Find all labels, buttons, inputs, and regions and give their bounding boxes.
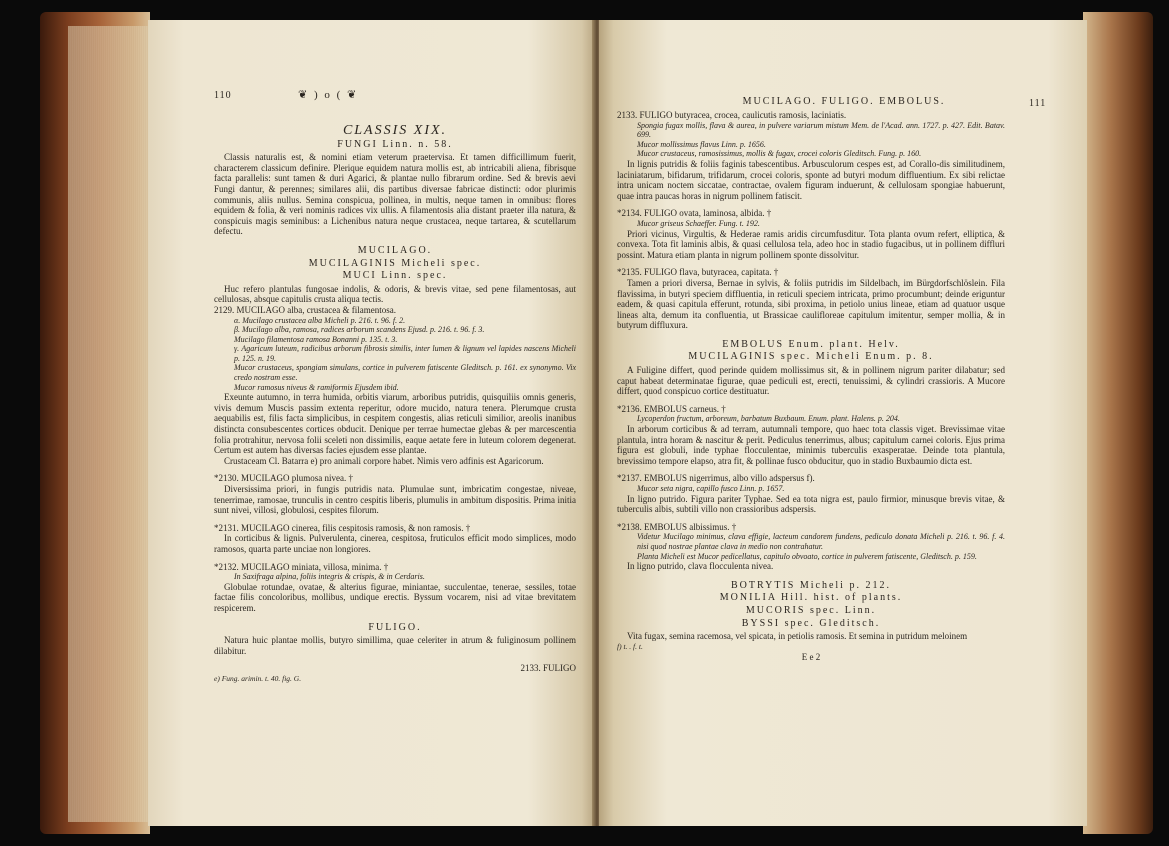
genus-title: FULIGO. (368, 621, 422, 633)
signature-mark: E e 2 (801, 652, 821, 663)
page-edges-left (68, 26, 150, 822)
synonym: Mucor crustaceus, ramosissimus, mollis & fugax, crocei coloris Gleditsch. Fung. p. 160. (637, 149, 922, 159)
footnote: f) t. . f. t. (617, 641, 643, 651)
left-page-text (214, 92, 576, 685)
catchword: 2133. FULIGO (520, 663, 576, 674)
synonym: Mucor griseus Schaeffer. Fung. t. 192. (637, 218, 760, 228)
synonym: In Saxifraga alpina, foliis integris & crispis, & in Cerdaris. (234, 572, 425, 582)
class-intro: Classis naturalis est, & nomini etiam veterum praetervisa. Et tamen difficillimum fuerit, characterem classicum definire. Plerique equidem natura mollis est, ab intricabili aliena, fibrisque facta parallelis: sunt tamen & duri Agarici, & plantae nullo fibrarum ordine. Sed & brevis aevi Fungi dantur, & perennes; similares alii, dis partibus diversae fabricae distincti: odor plurimis communis, aliis nullus. Semina conspicua, pollinea, in multis, neque tamen in omnibus: flores equidem & folia, & veri nominis radices vix ullis. A filamentosis alia distant praeter illa natura, & conspicuis magis seminibus: a Lichenibus natura neque crustacea, neque tartarea, & scutellarum defectu. (214, 152, 576, 237)
entry-text: In arborum corticibus & ad terram, autumnali tempore, quo haec tota classis viget. Brevissimae vitae plantula, intra horam & nascitur & perit. Pediculus tenerrimus, albus; capitulum carnei coloris. Ejus prima figura est globuli, inde typhae flocculentae, minimis tuberculis exasperatae. Deinde tota plantula, brevissimo tempore elapso, atra fit, & pollinae fusco obducitur, quo in stadio Buxbaumio dicta est. (617, 424, 1005, 466)
genus-line: MUCILAGINIS spec. Micheli Enum. p. 8. (688, 351, 934, 363)
synonym: Videtur Mucilago minimus, clava effigie, lacteum candorem fundens, pediculo donata Micheli p. 216. t. 96. f. 4. nisi quod nostrae plantae clava in medio non contrahatur. (637, 532, 1005, 551)
entry-heading: *2136. EMBOLUS carneus. † (617, 403, 726, 414)
synonym: Mucor mollissimus flavus Linn. p. 1656. (637, 139, 766, 149)
genus-title: MUCILAGO. (357, 244, 433, 256)
entry-heading: *2137. EMBOLUS nigerrimus, albo villo adspersus f). (617, 473, 815, 484)
footnote: e) Fung. arimin. t. 40. fig. G. (214, 673, 302, 683)
entry-text: Diversissima priori, in fungis putridis nata. Plumulae sunt, imbricatim congestae, niveae, tenerrimae, ramosae, trunculis in centro cespitis liberis, plumulis in ambitum dispositis. Prima initia sunt nivei, villosi, globulosi, cespites filorum. (214, 484, 576, 516)
left-ornament: ❦ ) o ( ❦ (298, 89, 359, 101)
synonym: Spongia fugax mollis, flava & aurea, in pulvere variarum mistum Mem. de l'Acad. ann. 1727. p. 427. Edit. Batav. 699. (637, 120, 1005, 140)
genus-line: MONILIA Hill. hist. of plants. (719, 592, 903, 604)
genus-line: MUCILAGINIS Micheli spec. (308, 257, 482, 269)
synonym: Mucor crustaceus, spongiam simulans, cortice in pulverem fatiscente Gleditsch. p. 161. ex synonymo. Vix credo nostram esse. (234, 363, 576, 383)
entry-text: In lignis putridis & foliis faginis tabescentibus. Arbusculorum cespes est, ad Corallo-dis similitudinem, laciniatarum, bifidarum, trifidarum, crocei coloris, sponte ad butyri modum diffluentium. Ex sibi relictae intra unicam noctem siccatae, contractae, ovalem figuram induerunt, & cellulosam spongiae habuerunt, quae intra paucas horas in nigrum pollinem fatiscit. (617, 158, 1005, 201)
genus-title: EMBOLUS Enum. plant. Helv. (722, 338, 900, 350)
entry-heading: *2130. MUCILAGO plumosa nivea. † (214, 473, 353, 484)
genus-description: Huc refero plantulas fungosae indolis, & odoris, & brevis vitae, sed pene filamentosas, aut cellulosas, absque capitulis crusta aliqua tectis. (214, 283, 576, 305)
entry-heading: *2135. FULIGO flava, butyracea, capitata. † (617, 267, 779, 278)
genus-description: Natura huic plantae mollis, butyro simillima, quae celeriter in atrum & fuliginosum pollinem dilabitur. (214, 635, 576, 656)
genus-line: BYSSI spec. Gleditsch. (741, 617, 881, 629)
entry-text: Globulae rotundae, ovatae, & alterius figurae, miniantae, succulentae, tenerae, sessiles, totae factae filis concoloribus, mollibus, undique erectis. Byssum vocarem, nisi ad vitae brevitatem respicerem. (214, 581, 576, 613)
right-page-number: 111 (1029, 98, 1047, 109)
entry-text: In corticibus & lignis. Pulverulenta, cinerea, cespitosa, fruticulos efficit modo simplices, modo ramosos, quarta parte unciae non longiores. (214, 533, 576, 554)
class-subheading: FUNGI Linn. n. 58. (337, 138, 453, 150)
entry-note: Crustaceam Cl. Batarra e) pro animali corpore habet. Nimis vero adfinis est Agaricorum. (224, 455, 544, 466)
entry-heading: *2134. FULIGO ovata, laminosa, albida. † (617, 208, 772, 219)
entry-text: In ligno putrido. Figura pariter Typhae. Sed ea tota nigra est, paulo firmior, minusque brevis vitae, & tuberculis albis, subtili villo non crassioribus adspersis. (617, 493, 1005, 515)
synonym: Mucor seta nigra, capillo fusco Linn. p. 1657. (637, 484, 785, 493)
entry-text: Exeunte autumno, in terra humida, orbitis viarum, arboribus putridis, quisquiliis omnis generis, vivis demum Muscis passim extenta reperitur, odore mucido, natura tenera. Plerumque crusta aequabilis est, filis facta simplicibus, in cespitem congestis, alias reticuli similior, areolis inanibus distincta consubescentes cortices obducit. Denique per terrae humectae glebas & per marcescentia folia protrahitur, nervosa folii sceleti non dissimilis, eaque aetate fere in luteum colorem degenerat. Certum est autem has diversas facies ejusdem esse plantae. (214, 392, 576, 456)
running-title: MUCILAGO. FULIGO. EMBOLUS. (742, 96, 946, 107)
entry-heading: *2131. MUCILAGO cinerea, filis cespitosis ramosis, & non ramosis. † (214, 522, 471, 533)
entry-text: Tamen a priori diversa, Bernae in sylvis, & foliis putridis im Sildelbach, im Bürgdorfschlöslein. Fila flavissima, in butyri speciem diffluentia, in reticuli speciem intricata, primo procumbunt; deinde eriguntur eadem, & quasi capitula efferunt, rotunda, sibi proxima, in petiolo unius lineae, etiam ad quatuor usque lineas alta, demum ita confluentia, ut Brassicae caulifloreae capitulum imitentur, semper mollia, & in butyrum diffluxura. (617, 277, 1005, 331)
entry-heading: *2138. EMBOLUS albissimus. † (617, 521, 737, 532)
entry-heading: 2129. MUCILAGO alba, crustacea & filamentosa. (214, 304, 396, 315)
class-heading: CLASSIS XIX. (342, 123, 448, 138)
genus-description: Vita fugax, semina racemosa, vel spicata, in petiolis ramosis. Et semina in putridum meloinem (627, 631, 968, 642)
synonym: Planta Micheli est Mucor pedicellatus, capitulo obvoato, cortice in pulverem fatiscente, Gleditsch. p. 159. (637, 551, 977, 561)
genus-title: BOTRYTIS Micheli p. 212. (731, 579, 891, 591)
entry-heading: *2132. MUCILAGO miniata, villosa, minima. † (214, 561, 389, 572)
genus-description: A Fuligine differt, quod perinde quidem mollissimus sit, & in pollinem nigrum pariter dilabatur; sed caput habeat determinatae figurae, quae pediculi est, erecti, tenuissimi, & cylindri crassioris. A Mucore differt, quod conspicuo cortice destituatur. (617, 365, 1005, 397)
synonym: Mucor ramosus niveus & ramiformis Ejusdem ibid. (234, 382, 399, 392)
left-page-number: 110 (214, 90, 232, 101)
right-page-text (617, 110, 1005, 663)
entry-text: In ligno putrido, clava flocculenta nivea. (627, 561, 774, 572)
genus-line: MUCI Linn. spec. (342, 270, 448, 282)
synonym: α. Mucilago crustacea alba Micheli p. 216. t. 96. f. 2. (234, 315, 406, 325)
synonym: β. Mucilago alba, ramosa, radices arborum scandens Ejusd. p. 216. t. 96. f. 3. (234, 325, 485, 335)
synonym: Mucilago filamentosa ramosa Bonanni p. 135. t. 3. (234, 334, 398, 344)
right-page (599, 20, 1087, 826)
synonym: γ. Agaricum luteum, radicibus arborum fibrosis similis, inter lumen & lignum vel lapides nascens Micheli p. 125. n. 19. (234, 344, 576, 363)
entry-text: Priori vicinus, Virgultis, & Hederae ramis aridis circumfusditur. Tota planta ovum refert, elliptica, & convexa. Tota fit laminis albis, & quasi cellulosa tela, adeo hoc in stadio fugacibus, ut in pollinem diffluri possint. Matura etiam planta in nigrum pollinem sponte dissolvitur. (617, 228, 1005, 260)
synonym: Lycoperdon fructum, arboreum, barbatum Buxbaum. Enum. plant. Halens. p. 204. (637, 414, 900, 424)
left-page (148, 20, 595, 826)
book-cover-right (1083, 12, 1153, 834)
entry-heading: 2133. FULIGO butyracea, crocea, caulicutis ramosis, laciniatis. (617, 110, 847, 120)
genus-line: MUCORIS spec. Linn. (745, 604, 877, 616)
